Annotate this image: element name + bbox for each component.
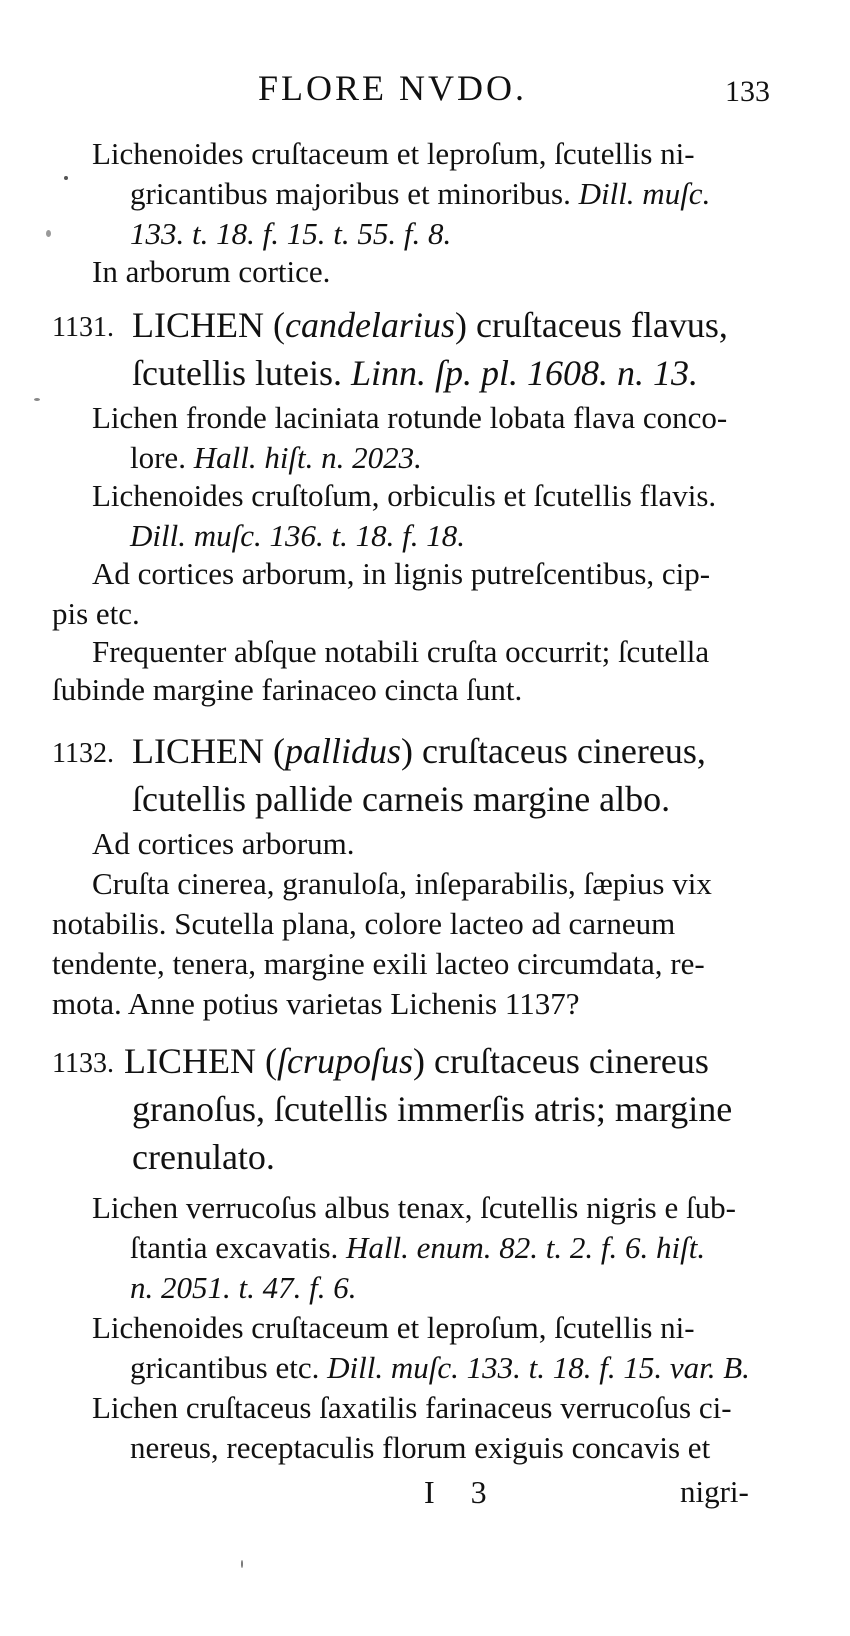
habitat-line: In arborum cortice. <box>92 254 331 289</box>
note-line: notabilis. Scutella plana, colore lacteo ad carneum <box>52 906 676 941</box>
synonym-reference: 133. t. 18. f. 15. t. 55. f. 8. <box>130 216 452 251</box>
running-title: FLORE NVDO. <box>258 68 528 108</box>
ink-speck <box>64 176 68 180</box>
species-heading: LICHEN (pallidus) cruſtaceus cinereus, <box>132 731 706 771</box>
entry-number: 1131. <box>52 312 114 343</box>
species-heading: LICHEN (ſcrupoſus) cruſtaceus cinereus <box>124 1041 709 1081</box>
synonym-line: Lichen verrucoſus albus tenax, ſcutellis nigris e ſub- <box>92 1190 736 1225</box>
synonym-line: Lichenoides cruſtaceum et leproſum, ſcutellis ni- <box>92 1310 695 1345</box>
habitat-line: Ad cortices arborum, in lignis putreſcentibus, cip- <box>92 556 711 591</box>
ink-speck <box>46 230 51 237</box>
diagnosis-line: crenulato. <box>132 1137 275 1177</box>
note-line: ſubinde margine farinaceo cincta ſunt. <box>52 672 523 707</box>
diagnosis-line: ſcutellis luteis. Linn. ſp. pl. 1608. n. 13. <box>132 353 699 393</box>
synonym-line: nereus, receptaculis florum exiguis concavis et <box>130 1430 711 1465</box>
synonym-reference: Dill. muſc. 136. t. 18. f. 18. <box>130 518 465 553</box>
synonym-line: Lichen cruſtaceus ſaxatilis farinaceus verrucoſus ci- <box>92 1390 732 1425</box>
entry-number: 1132. <box>52 738 114 769</box>
note-line: Cruſta cinerea, granuloſa, inſeparabilis, ſæpius vix <box>92 866 712 901</box>
synonym-line: Lichen fronde laciniata rotunde lobata flava conco- <box>92 400 728 435</box>
diagnosis-line: granoſus, ſcutellis immerſis atris; margine <box>132 1089 733 1129</box>
note-line: tendente, tenera, margine exili lacteo circumdata, re- <box>52 946 705 981</box>
synonym-line: lore. Hall. hiſt. n. 2023. <box>130 440 422 475</box>
entry-number: 1133. <box>52 1048 114 1079</box>
catchword: nigri- <box>680 1474 749 1509</box>
note-line: mota. Anne potius varietas Lichenis 1137? <box>52 986 580 1021</box>
page-number: 133 <box>725 75 770 108</box>
habitat-line: Ad cortices arborum. <box>92 826 355 861</box>
signature-mark: I 3 <box>424 1474 501 1510</box>
synonym-line: gricantibus etc. Dill. muſc. 133. t. 18. f. 15. var. B. <box>130 1350 750 1385</box>
synonym-reference: n. 2051. t. 47. f. 6. <box>130 1270 357 1305</box>
synonym-line: Lichenoides cruſtoſum, orbiculis et ſcutellis flavis. <box>92 478 717 513</box>
diagnosis-line: ſcutellis pallide carneis margine albo. <box>132 779 671 819</box>
synonym-line: Lichenoides cruſtaceum et leproſum, ſcutellis ni- <box>92 136 695 171</box>
ink-speck <box>241 1560 243 1568</box>
synonym-line: gricantibus majoribus et minoribus. Dill. muſc. <box>130 176 711 211</box>
synonym-line: ſtantia excavatis. Hall. enum. 82. t. 2. f. 6. hiſt. <box>130 1230 706 1265</box>
note-line: Frequenter abſque notabili cruſta occurrit; ſcutella <box>92 634 710 669</box>
species-heading: LICHEN (candelarius) cruſtaceus flavus, <box>132 305 728 345</box>
habitat-line: pis etc. <box>52 596 140 631</box>
ink-speck <box>34 398 40 401</box>
